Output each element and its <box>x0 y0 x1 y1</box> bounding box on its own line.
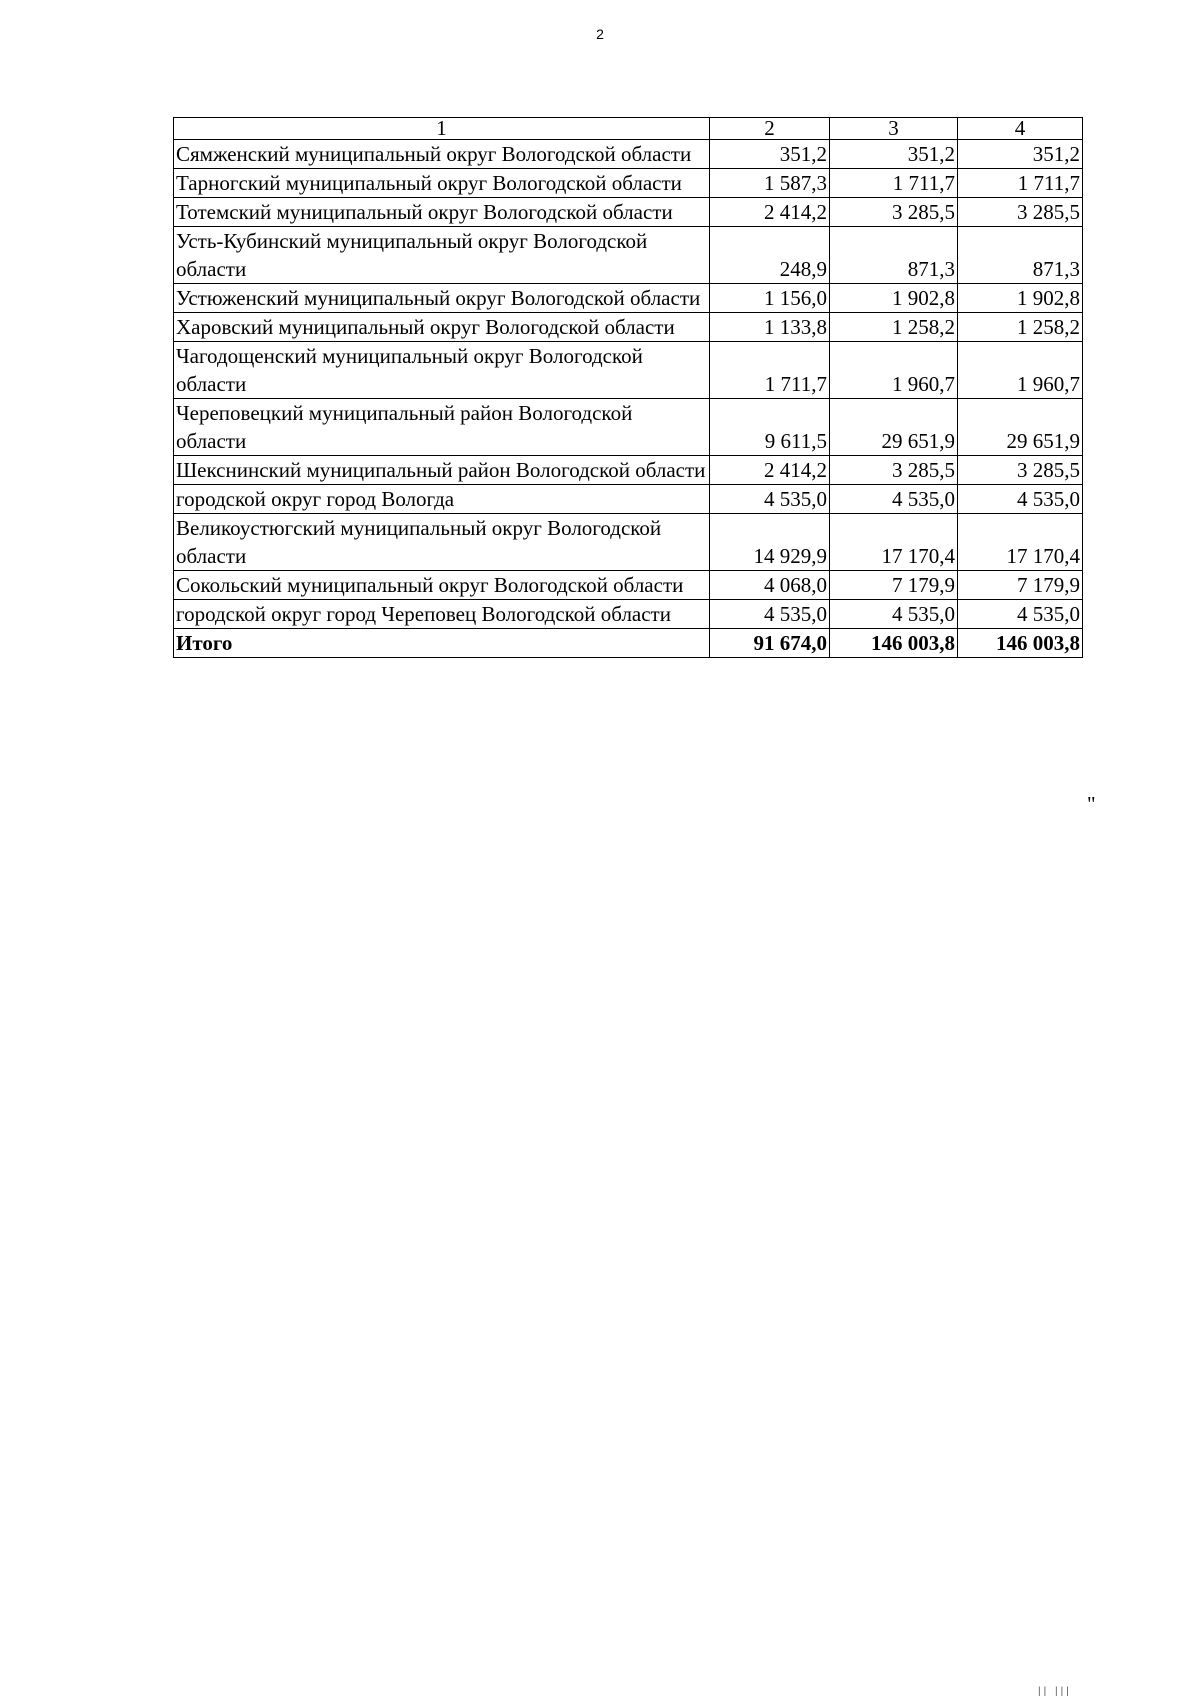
value-col-4: 17 170,4 <box>958 514 1083 571</box>
value-col-4: 351,2 <box>958 140 1083 169</box>
value-col-2: 1 156,0 <box>710 284 830 313</box>
municipality-name: Усть-Кубинский муниципальный округ Вологодской области <box>174 227 710 284</box>
value-col-2: 14 929,9 <box>710 514 830 571</box>
value-col-2: 2 414,2 <box>710 456 830 485</box>
value-col-3: 1 960,7 <box>830 342 958 399</box>
value-col-3: 7 179,9 <box>830 571 958 600</box>
table-row <box>174 313 1083 342</box>
total-col-3: 146 003,8 <box>830 629 958 658</box>
value-col-3: 1 711,7 <box>830 169 958 198</box>
table-row <box>174 571 1083 600</box>
municipality-name: городской округ город Череповец Вологодской области <box>174 600 710 629</box>
column-header: 4 <box>958 118 1083 140</box>
table-row <box>174 399 1083 456</box>
page-number: 2 <box>596 26 604 42</box>
value-col-2: 351,2 <box>710 140 830 169</box>
municipality-name: Сокольский муниципальный округ Вологодской области <box>174 571 710 600</box>
value-col-3: 4 535,0 <box>830 600 958 629</box>
table-row <box>174 600 1083 629</box>
value-col-4: 1 258,2 <box>958 313 1083 342</box>
value-col-4: 29 651,9 <box>958 399 1083 456</box>
municipality-name: Череповецкий муниципальный район Вологодской области <box>174 399 710 456</box>
value-col-4: 4 535,0 <box>958 485 1083 514</box>
table-row <box>174 456 1083 485</box>
municipality-name: Великоустюгский муниципальный округ Вологодской области <box>174 514 710 571</box>
value-col-4: 3 285,5 <box>958 456 1083 485</box>
value-col-4: 3 285,5 <box>958 198 1083 227</box>
municipality-name: Шекснинский муниципальный район Вологодской области <box>174 456 710 485</box>
municipality-name: Тарногский муниципальный округ Вологодской области <box>174 169 710 198</box>
value-col-3: 3 285,5 <box>830 456 958 485</box>
table-row <box>174 140 1083 169</box>
value-col-2: 4 535,0 <box>710 485 830 514</box>
scan-mark: || ||| <box>1038 1686 1072 1697</box>
value-col-4: 1 960,7 <box>958 342 1083 399</box>
value-col-3: 1 902,8 <box>830 284 958 313</box>
value-col-4: 871,3 <box>958 227 1083 284</box>
municipality-name: городской округ город Вологда <box>174 485 710 514</box>
municipality-name: Тотемский муниципальный округ Вологодской области <box>174 198 710 227</box>
total-col-2: 91 674,0 <box>710 629 830 658</box>
table-row <box>174 514 1083 571</box>
value-col-3: 4 535,0 <box>830 485 958 514</box>
column-header: 3 <box>830 118 958 140</box>
total-col-4: 146 003,8 <box>958 629 1083 658</box>
value-col-2: 4 068,0 <box>710 571 830 600</box>
value-col-3: 3 285,5 <box>830 198 958 227</box>
municipality-name: Сямженский муниципальный округ Вологодской области <box>174 140 710 169</box>
municipality-name: Харовский муниципальный округ Вологодской области <box>174 313 710 342</box>
value-col-3: 1 258,2 <box>830 313 958 342</box>
value-col-4: 4 535,0 <box>958 600 1083 629</box>
municipality-name: Чагодощенский муниципальный округ Вологодской области <box>174 342 710 399</box>
value-col-2: 1 587,3 <box>710 169 830 198</box>
table-row <box>174 198 1083 227</box>
table-row <box>174 227 1083 284</box>
table-row <box>174 169 1083 198</box>
table-row <box>174 485 1083 514</box>
table-row <box>174 342 1083 399</box>
table-row <box>174 284 1083 313</box>
table-header-row <box>174 118 1083 140</box>
column-header: 1 <box>174 118 710 140</box>
value-col-4: 7 179,9 <box>958 571 1083 600</box>
total-label: Итого <box>174 629 710 658</box>
municipality-name: Устюженский муниципальный округ Вологодской области <box>174 284 710 313</box>
value-col-2: 4 535,0 <box>710 600 830 629</box>
value-col-3: 871,3 <box>830 227 958 284</box>
total-row <box>174 629 1083 658</box>
value-col-2: 1 133,8 <box>710 313 830 342</box>
value-col-4: 1 902,8 <box>958 284 1083 313</box>
budget-table <box>173 117 1083 658</box>
value-col-3: 351,2 <box>830 140 958 169</box>
closing-quote: " <box>1087 792 1096 816</box>
value-col-4: 1 711,7 <box>958 169 1083 198</box>
value-col-3: 29 651,9 <box>830 399 958 456</box>
value-col-2: 9 611,5 <box>710 399 830 456</box>
value-col-2: 2 414,2 <box>710 198 830 227</box>
value-col-2: 1 711,7 <box>710 342 830 399</box>
value-col-2: 248,9 <box>710 227 830 284</box>
value-col-3: 17 170,4 <box>830 514 958 571</box>
column-header: 2 <box>710 118 830 140</box>
